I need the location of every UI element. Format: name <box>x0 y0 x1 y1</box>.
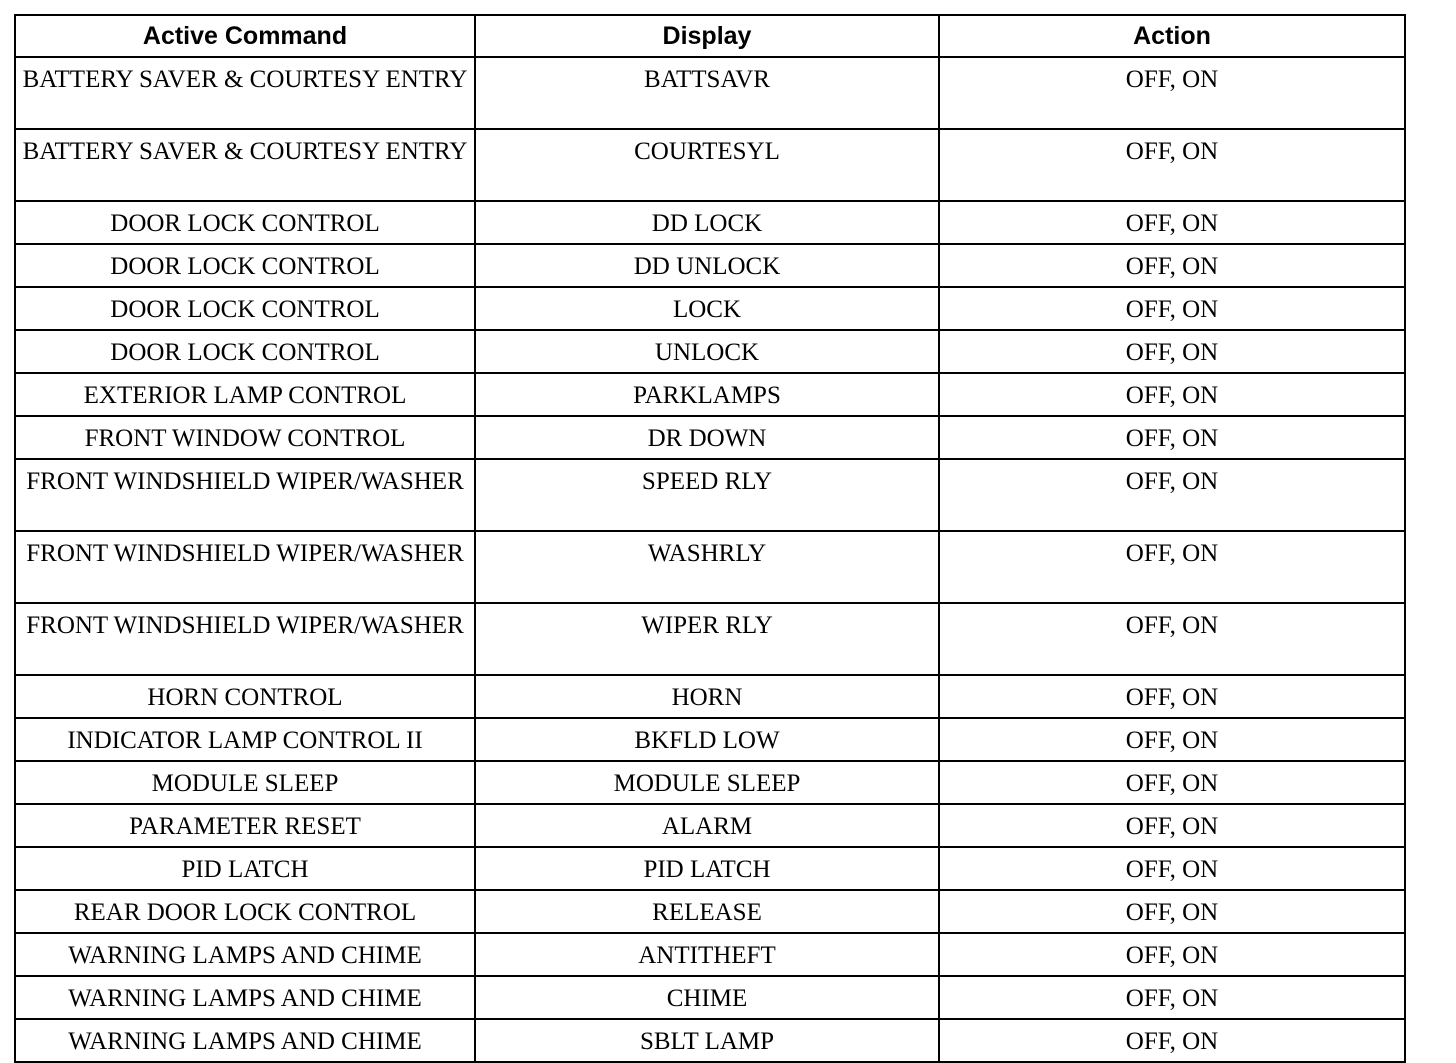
command-cell: WARNING LAMPS AND CHIME <box>15 1019 475 1062</box>
display-cell: ANTITHEFT <box>475 933 939 976</box>
table-row <box>15 804 1405 847</box>
action-cell: OFF, ON <box>939 373 1405 416</box>
table-row <box>15 416 1405 459</box>
display-cell: DD LOCK <box>475 201 939 244</box>
command-cell: DOOR LOCK CONTROL <box>15 201 475 244</box>
display-cell: ALARM <box>475 804 939 847</box>
header-display: Display <box>475 15 939 57</box>
command-cell: WARNING LAMPS AND CHIME <box>15 933 475 976</box>
command-cell: FRONT WINDSHIELD WIPER/WASHER <box>15 459 475 531</box>
table-row <box>15 761 1405 804</box>
action-cell: OFF, ON <box>939 459 1405 531</box>
action-cell: OFF, ON <box>939 244 1405 287</box>
action-cell: OFF, ON <box>939 416 1405 459</box>
table-row <box>15 373 1405 416</box>
table-row <box>15 890 1405 933</box>
table-row <box>15 531 1405 603</box>
table-header <box>15 15 1405 57</box>
table-row <box>15 718 1405 761</box>
action-cell: OFF, ON <box>939 718 1405 761</box>
display-cell: PARKLAMPS <box>475 373 939 416</box>
display-cell: LOCK <box>475 287 939 330</box>
display-cell: DR DOWN <box>475 416 939 459</box>
action-cell: OFF, ON <box>939 201 1405 244</box>
command-cell: DOOR LOCK CONTROL <box>15 244 475 287</box>
action-cell: OFF, ON <box>939 531 1405 603</box>
display-cell: PID LATCH <box>475 847 939 890</box>
action-cell: OFF, ON <box>939 1019 1405 1062</box>
command-cell: REAR DOOR LOCK CONTROL <box>15 890 475 933</box>
command-cell: BATTERY SAVER & COURTESY ENTRY <box>15 129 475 201</box>
action-cell: OFF, ON <box>939 129 1405 201</box>
action-cell: OFF, ON <box>939 976 1405 1019</box>
display-cell: DD UNLOCK <box>475 244 939 287</box>
display-cell: BKFLD LOW <box>475 718 939 761</box>
action-cell: OFF, ON <box>939 57 1405 129</box>
table-row <box>15 976 1405 1019</box>
display-cell: COURTESYL <box>475 129 939 201</box>
header-active-command: Active Command <box>15 15 475 57</box>
display-cell: WASHRLY <box>475 531 939 603</box>
table-row <box>15 603 1405 675</box>
command-cell: DOOR LOCK CONTROL <box>15 330 475 373</box>
header-action: Action <box>939 15 1405 57</box>
command-cell: INDICATOR LAMP CONTROL II <box>15 718 475 761</box>
command-cell: PID LATCH <box>15 847 475 890</box>
table-row <box>15 129 1405 201</box>
display-cell: CHIME <box>475 976 939 1019</box>
command-cell: MODULE SLEEP <box>15 761 475 804</box>
table-row <box>15 675 1405 718</box>
command-cell: BATTERY SAVER & COURTESY ENTRY <box>15 57 475 129</box>
command-cell: EXTERIOR LAMP CONTROL <box>15 373 475 416</box>
table-row <box>15 244 1405 287</box>
action-cell: OFF, ON <box>939 933 1405 976</box>
table-row <box>15 201 1405 244</box>
table-body <box>15 57 1405 1062</box>
action-cell: OFF, ON <box>939 890 1405 933</box>
command-cell: FRONT WINDOW CONTROL <box>15 416 475 459</box>
action-cell: OFF, ON <box>939 761 1405 804</box>
command-cell: HORN CONTROL <box>15 675 475 718</box>
display-cell: SBLT LAMP <box>475 1019 939 1062</box>
display-cell: MODULE SLEEP <box>475 761 939 804</box>
table-row <box>15 933 1405 976</box>
display-cell: SPEED RLY <box>475 459 939 531</box>
table-row <box>15 57 1405 129</box>
active-command-table <box>14 14 1406 1063</box>
command-cell: DOOR LOCK CONTROL <box>15 287 475 330</box>
command-cell: WARNING LAMPS AND CHIME <box>15 976 475 1019</box>
display-cell: HORN <box>475 675 939 718</box>
display-cell: BATTSAVR <box>475 57 939 129</box>
display-cell: UNLOCK <box>475 330 939 373</box>
display-cell: RELEASE <box>475 890 939 933</box>
command-cell: FRONT WINDSHIELD WIPER/WASHER <box>15 531 475 603</box>
action-cell: OFF, ON <box>939 287 1405 330</box>
display-cell: WIPER RLY <box>475 603 939 675</box>
action-cell: OFF, ON <box>939 847 1405 890</box>
table-row <box>15 847 1405 890</box>
command-cell: FRONT WINDSHIELD WIPER/WASHER <box>15 603 475 675</box>
table-row <box>15 330 1405 373</box>
header-row <box>15 15 1405 57</box>
table-row <box>15 1019 1405 1062</box>
command-cell: PARAMETER RESET <box>15 804 475 847</box>
table-row <box>15 287 1405 330</box>
action-cell: OFF, ON <box>939 804 1405 847</box>
table-row <box>15 459 1405 531</box>
action-cell: OFF, ON <box>939 603 1405 675</box>
action-cell: OFF, ON <box>939 330 1405 373</box>
action-cell: OFF, ON <box>939 675 1405 718</box>
